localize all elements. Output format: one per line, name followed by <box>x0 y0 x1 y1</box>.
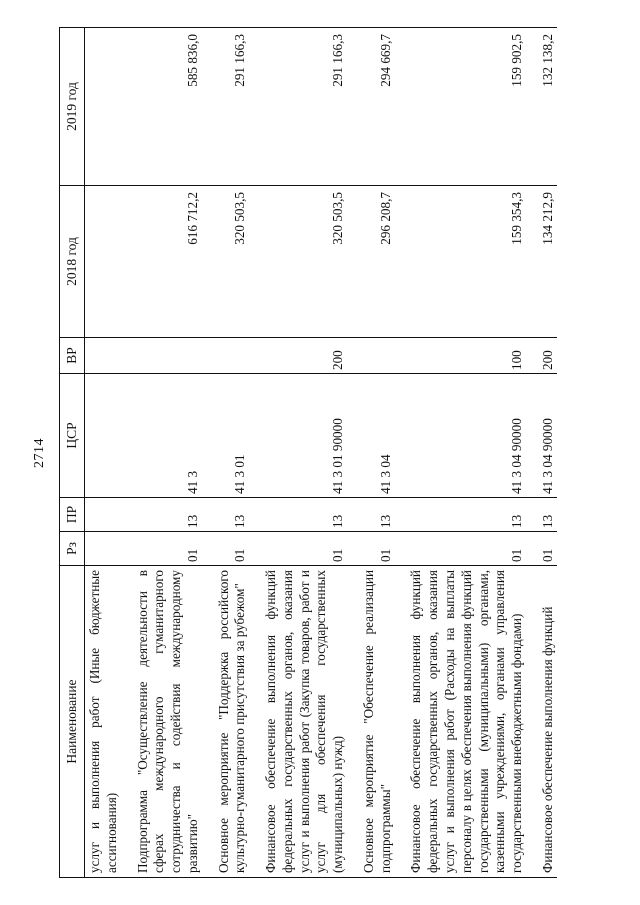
row-rz: 01 <box>406 532 529 566</box>
row-name: Основное мероприятие "Обеспечение реализации подпрограммы" <box>359 566 399 878</box>
row-rz: 01 <box>133 532 206 566</box>
row-vr <box>359 338 399 374</box>
row-2018: 320 503,5 <box>214 186 254 338</box>
row-spacer <box>253 28 261 878</box>
row-pr: 13 <box>214 498 254 532</box>
row-rz: 01 <box>261 532 351 566</box>
row-vr: 200 <box>538 338 557 374</box>
row-2018: 320 503,5 <box>261 186 351 338</box>
row-spacer <box>398 28 406 878</box>
row-rz <box>85 532 125 566</box>
row-csr: 41 3 <box>133 374 206 498</box>
row-name: Финансовое обеспечение выполнения функций <box>538 566 557 878</box>
table-row <box>359 28 399 878</box>
row-2018: 134 212,9 <box>538 186 557 338</box>
row-pr: 13 <box>538 498 557 532</box>
row-2019 <box>85 28 125 186</box>
row-spacer <box>206 28 214 878</box>
page-number: 2714 <box>32 438 47 468</box>
row-2019: 294 669,7 <box>359 28 399 186</box>
row-2019: 291 166,3 <box>261 28 351 186</box>
header-2019: 2019 год <box>60 28 85 186</box>
header-rz: Рз <box>60 532 85 566</box>
row-rz: 01 <box>538 532 557 566</box>
row-name: Подпрограмма "Осуществление деятельности в сферах международного гуманитарного сотрудничества и содействия международному развитию" <box>133 566 206 878</box>
table-row <box>406 28 529 878</box>
row-pr <box>85 498 125 532</box>
row-csr <box>85 374 125 498</box>
row-spacer <box>125 28 133 878</box>
row-csr: 41 3 04 90000 <box>406 374 529 498</box>
row-rz: 01 <box>214 532 254 566</box>
row-vr <box>85 338 125 374</box>
table-row <box>538 28 557 878</box>
header-csr: ЦСР <box>60 374 85 498</box>
row-name: услуг и выполнения работ (Иные бюджетные ассигнования) <box>85 566 125 878</box>
row-vr <box>214 338 254 374</box>
row-csr: 41 3 01 90000 <box>261 374 351 498</box>
row-2018: 616 712,2 <box>133 186 206 338</box>
row-vr <box>133 338 206 374</box>
header-name: Наименование <box>60 566 85 878</box>
row-rz: 01 <box>359 532 399 566</box>
row-csr: 41 3 01 <box>214 374 254 498</box>
row-2019: 132 138,2 <box>538 28 557 186</box>
budget-table <box>59 27 557 878</box>
row-vr: 200 <box>261 338 351 374</box>
row-2019: 159 902,5 <box>406 28 529 186</box>
table-row <box>214 28 254 878</box>
row-pr: 13 <box>359 498 399 532</box>
row-2018: 159 354,3 <box>406 186 529 338</box>
header-row <box>60 28 85 878</box>
table-row <box>133 28 206 878</box>
row-pr: 13 <box>133 498 206 532</box>
row-2019: 585 836,0 <box>133 28 206 186</box>
table-row <box>261 28 351 878</box>
row-csr: 41 3 04 90000 <box>538 374 557 498</box>
row-2018 <box>85 186 125 338</box>
row-name: Основное мероприятие "Поддержка российского культурно-гуманитарного присутствия за рубежом" <box>214 566 254 878</box>
row-spacer <box>351 28 359 878</box>
rotated-page <box>28 28 613 878</box>
row-pr: 13 <box>261 498 351 532</box>
header-pr: ПР <box>60 498 85 532</box>
row-name: Финансовое обеспечение выполнения функций федеральных государственных органов, оказания услуг и выполнения работ (Закупка товаров, работ и услуг для обеспечения государственных (муниципальных) нужд) <box>261 566 351 878</box>
header-2018: 2018 год <box>60 186 85 338</box>
row-2019: 291 166,3 <box>214 28 254 186</box>
row-name: Финансовое обеспечение выполнения функций федеральных государственных органов, оказания услуг и выполнения работ (Расходы на выплаты персоналу в целях обеспечения выполнения функций государственными (муниципальными) органами, казенными учреждениями, органами управления государственными внебюджетными фондами) <box>406 566 529 878</box>
row-csr: 41 3 04 <box>359 374 399 498</box>
header-vr: ВР <box>60 338 85 374</box>
row-vr: 100 <box>406 338 529 374</box>
table-row <box>85 28 125 878</box>
row-spacer <box>530 28 538 878</box>
row-2018: 296 208,7 <box>359 186 399 338</box>
row-pr: 13 <box>406 498 529 532</box>
